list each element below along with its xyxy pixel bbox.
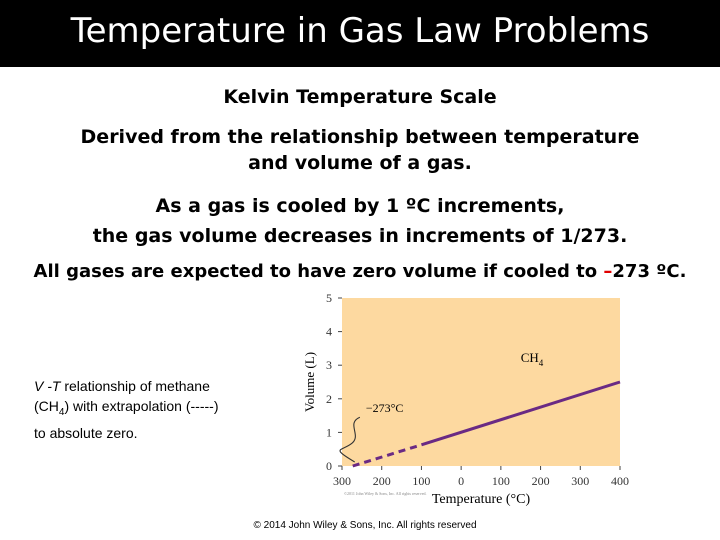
x-tick-label: 200 bbox=[531, 474, 550, 488]
x-tick-label: 100 bbox=[491, 474, 510, 488]
y-tick-label: 3 bbox=[326, 358, 332, 373]
y-tick-label: 5 bbox=[326, 291, 332, 305]
caption-sub: 4 bbox=[58, 406, 65, 418]
series-label-text: CH bbox=[520, 349, 539, 365]
series-label-sub: 4 bbox=[538, 357, 544, 368]
y-tick-label: 2 bbox=[326, 391, 332, 406]
copyright-note: © 2014 John Wiley & Sons, Inc. All rights reserved bbox=[253, 520, 477, 531]
chart-copyright: ©2011 John Wiley & Sons, Inc. All rights reserved. bbox=[344, 491, 427, 496]
absolute-zero-annotation: −273°C bbox=[365, 401, 404, 416]
slide-title: Temperature in Gas Law Problems bbox=[70, 11, 650, 51]
caption-vt: V -T bbox=[34, 378, 61, 394]
x-tick-label: 100 bbox=[412, 474, 431, 488]
text-line-4: the gas volume decreases in increments of 1/273. bbox=[92, 225, 628, 247]
y-axis-label: Volume (L) bbox=[302, 351, 317, 413]
caption-text-2b: ) with extrapolation (-----) bbox=[64, 398, 219, 414]
plot-area bbox=[342, 298, 620, 466]
y-tick-label: 0 bbox=[326, 459, 332, 473]
text-line-5-end: 273 ºC. bbox=[612, 261, 687, 282]
subtitle: Kelvin Temperature Scale bbox=[223, 86, 497, 108]
minus-sign: – bbox=[603, 261, 613, 282]
x-axis-label: Temperature (°C) bbox=[431, 492, 531, 507]
text-line-2: and volume of a gas. bbox=[248, 152, 472, 174]
caption-text-1: relationship of methane bbox=[60, 378, 210, 394]
x-tick-label: 200 bbox=[372, 474, 391, 488]
x-tick-label: 300 bbox=[571, 474, 590, 488]
text-line-5 bbox=[0, 261, 720, 282]
y-tick-label: 4 bbox=[326, 324, 332, 339]
chart-caption bbox=[34, 376, 284, 443]
x-tick-label: 300 bbox=[333, 474, 351, 488]
caption-text-2a: (CH bbox=[34, 398, 59, 414]
text-line-1: Derived from the relationship between temperature bbox=[80, 126, 640, 148]
text-line-3: As a gas is cooled by 1 ºC increments, bbox=[155, 195, 565, 217]
text-line-5-start: All gases are expected to have zero volume if cooled to bbox=[33, 261, 604, 282]
y-tick-label: 1 bbox=[326, 425, 332, 440]
caption-text-3: to absolute zero. bbox=[34, 424, 138, 441]
volume-temperature-chart bbox=[300, 288, 630, 518]
x-tick-label: 400 bbox=[611, 474, 629, 488]
x-tick-label: 0 bbox=[458, 474, 465, 488]
